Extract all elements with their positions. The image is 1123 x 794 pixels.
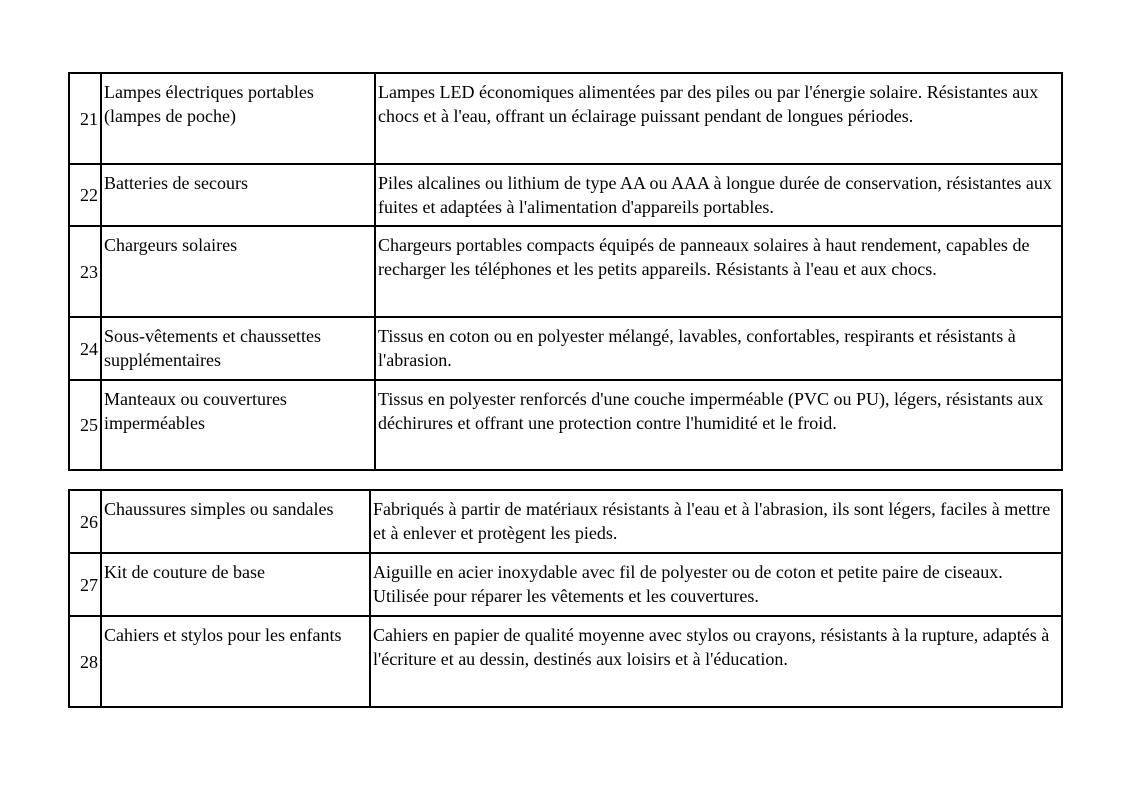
item-description: Tissus en coton ou en polyester mélangé, lavables, confortables, respirants et résistants à l'abrasion.	[375, 317, 1062, 380]
item-name: Lampes électriques portables (lampes de poche)	[101, 73, 375, 164]
item-number: 22	[69, 164, 101, 226]
item-name: Cahiers et stylos pour les enfants	[101, 616, 370, 707]
item-number: 25	[69, 380, 101, 470]
item-description: Chargeurs portables compacts équipés de panneaux solaires à haut rendement, capables de recharger les téléphones et les petits appareils. Résistants à l'eau et aux chocs.	[375, 226, 1062, 317]
table-row	[69, 380, 1062, 470]
item-name: Chaussures simples ou sandales	[101, 490, 370, 553]
table-row	[69, 553, 1062, 616]
item-description: Cahiers en papier de qualité moyenne avec stylos ou crayons, résistants à la rupture, adaptés à l'écriture et au dessin, destinés aux loisirs et à l'éducation.	[370, 616, 1062, 707]
table-row	[69, 317, 1062, 380]
item-description: Lampes LED économiques alimentées par des piles ou par l'énergie solaire. Résistantes aux chocs et à l'eau, offrant un éclairage puissant pendant de longues périodes.	[375, 73, 1062, 164]
item-number: 26	[69, 490, 101, 553]
items-table-1	[68, 72, 1063, 471]
item-description: Tissus en polyester renforcés d'une couche imperméable (PVC ou PU), légers, résistants aux déchirures et offrant une protection contre l'humidité et le froid.	[375, 380, 1062, 470]
item-number: 27	[69, 553, 101, 616]
item-number: 21	[69, 73, 101, 164]
item-description: Fabriqués à partir de matériaux résistants à l'eau et à l'abrasion, ils sont légers, faciles à mettre et à enlever et protègent les pieds.	[370, 490, 1062, 553]
item-description: Piles alcalines ou lithium de type AA ou AAA à longue durée de conservation, résistantes aux fuites et adaptées à l'alimentation d'appareils portables.	[375, 164, 1062, 226]
table-row	[69, 73, 1062, 164]
table-row	[69, 616, 1062, 707]
item-name: Manteaux ou couvertures imperméables	[101, 380, 375, 470]
item-number: 28	[69, 616, 101, 707]
item-name: Kit de couture de base	[101, 553, 370, 616]
item-name: Sous-vêtements et chaussettes supplémentaires	[101, 317, 375, 380]
item-name: Chargeurs solaires	[101, 226, 375, 317]
table-row	[69, 490, 1062, 553]
item-description: Aiguille en acier inoxydable avec fil de polyester ou de coton et petite paire de ciseaux. Utilisée pour réparer les vêtements et les couvertures.	[370, 553, 1062, 616]
item-name: Batteries de secours	[101, 164, 375, 226]
item-number: 24	[69, 317, 101, 380]
table-row	[69, 226, 1062, 317]
table-row	[69, 164, 1062, 226]
items-table-2	[68, 489, 1063, 708]
item-number: 23	[69, 226, 101, 317]
